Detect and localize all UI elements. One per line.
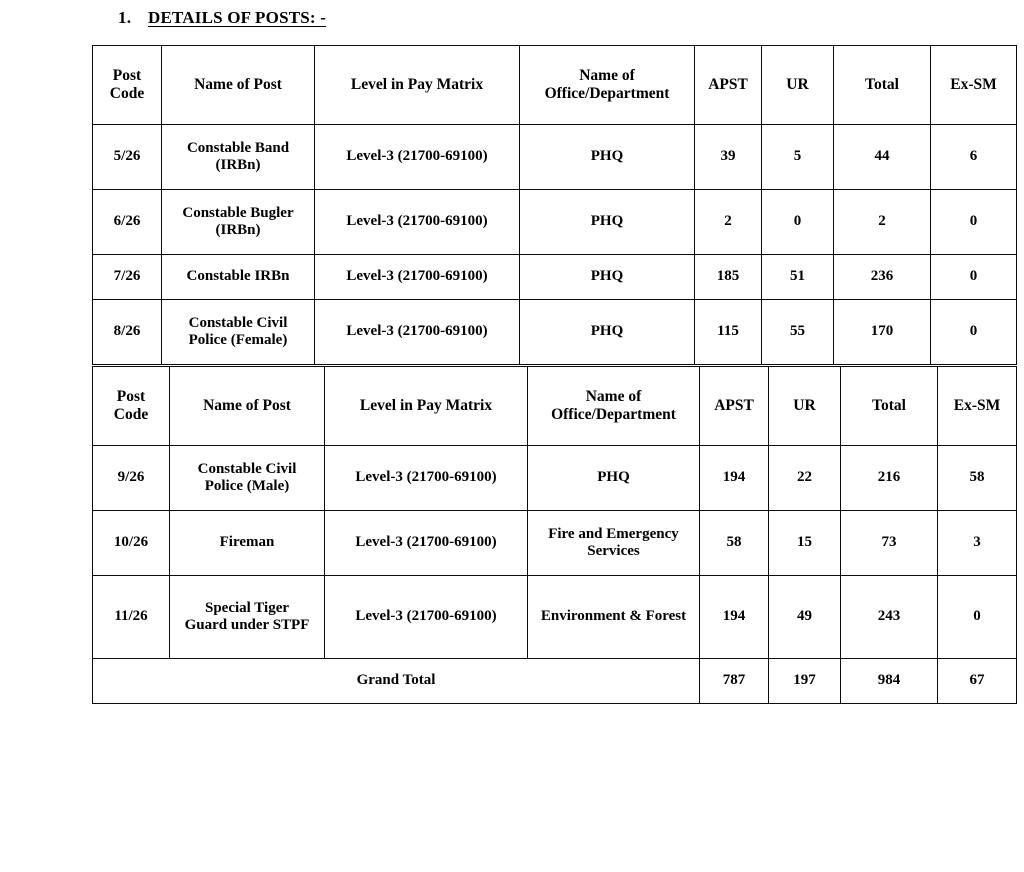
col-header-post-code-line1: Post [116, 388, 146, 406]
table-header-row [93, 46, 1017, 125]
table-header-row [93, 367, 1017, 446]
cell-office: PHQ [520, 255, 695, 300]
cell-name-line2: (IRBn) [215, 222, 261, 238]
cell-level: Level-3 (21700-69100) [325, 576, 528, 659]
cell-office-line2: Services [587, 543, 640, 559]
cell-post-code: 11/26 [93, 576, 170, 659]
table-row [93, 511, 1017, 576]
col-header-post-code [93, 46, 162, 125]
section-heading [118, 8, 326, 28]
cell-post-code: 6/26 [93, 190, 162, 255]
cell-exsm: 0 [931, 255, 1017, 300]
cell-total: 44 [834, 125, 931, 190]
cell-ur: 49 [769, 576, 841, 659]
cell-ur: 51 [762, 255, 834, 300]
cell-name-line1: Constable Bugler [182, 204, 294, 221]
cell-office: PHQ [520, 300, 695, 365]
cell-name-of-post [162, 190, 315, 255]
cell-post-code: 10/26 [93, 511, 170, 576]
cell-exsm: 3 [938, 511, 1017, 576]
cell-ur: 15 [769, 511, 841, 576]
cell-level: Level-3 (21700-69100) [315, 125, 520, 190]
cell-post-code: 7/26 [93, 255, 162, 300]
posts-table-two [92, 366, 1017, 704]
col-header-exsm: Ex-SM [938, 367, 1017, 446]
cell-name-of-post [162, 125, 315, 190]
cell-post-code: 5/26 [93, 125, 162, 190]
col-header-exsm: Ex-SM [931, 46, 1017, 125]
page-title: DETAILS OF POSTS: - [148, 8, 327, 27]
table-row [93, 576, 1017, 659]
cell-name-of-post: Fireman [170, 511, 325, 576]
cell-exsm: 58 [938, 446, 1017, 511]
cell-name-line1: Constable Civil [188, 314, 288, 331]
cell-level: Level-3 (21700-69100) [325, 511, 528, 576]
col-header-post-code-line1: Post [112, 67, 142, 85]
heading-number: 1. [118, 8, 132, 27]
cell-ur: 22 [769, 446, 841, 511]
cell-office: PHQ [528, 446, 700, 511]
cell-post-code: 9/26 [93, 446, 170, 511]
cell-total: 216 [841, 446, 938, 511]
col-header-office-department [520, 46, 695, 125]
col-header-office-line1: Name of [585, 388, 642, 406]
cell-level: Level-3 (21700-69100) [325, 446, 528, 511]
cell-office [528, 511, 700, 576]
col-header-office-department [528, 367, 700, 446]
cell-name-of-post [162, 300, 315, 365]
grand-total-row [93, 659, 1017, 704]
cell-post-code: 8/26 [93, 300, 162, 365]
cell-exsm: 6 [931, 125, 1017, 190]
cell-name-line1: Constable Civil [197, 460, 297, 477]
col-header-name-of-post: Name of Post [170, 367, 325, 446]
cell-apst: 194 [700, 446, 769, 511]
col-header-apst: APST [695, 46, 762, 125]
cell-name-line1: Special Tiger [204, 599, 290, 616]
table-row [93, 190, 1017, 255]
grand-total-exsm: 67 [938, 659, 1017, 704]
col-header-level-in-pay-matrix: Level in Pay Matrix [315, 46, 520, 125]
cell-level: Level-3 (21700-69100) [315, 190, 520, 255]
grand-total-apst: 787 [700, 659, 769, 704]
grand-total-label: Grand Total [93, 659, 700, 704]
cell-total: 73 [841, 511, 938, 576]
cell-apst: 58 [700, 511, 769, 576]
cell-name-line2: Police (Female) [188, 332, 288, 348]
cell-office-line1: Fire and Emergency [548, 525, 679, 542]
col-header-level-in-pay-matrix: Level in Pay Matrix [325, 367, 528, 446]
cell-name-of-post: Constable IRBn [162, 255, 315, 300]
table-row [93, 125, 1017, 190]
col-header-office-line2: Office/Department [544, 85, 670, 102]
cell-office: PHQ [520, 125, 695, 190]
table-row [93, 300, 1017, 365]
cell-exsm: 0 [931, 300, 1017, 365]
cell-level: Level-3 (21700-69100) [315, 300, 520, 365]
grand-total-ur: 197 [769, 659, 841, 704]
cell-ur: 5 [762, 125, 834, 190]
cell-name-line1: Constable Band [186, 139, 290, 156]
cell-apst: 115 [695, 300, 762, 365]
col-header-total: Total [841, 367, 938, 446]
cell-exsm: 0 [931, 190, 1017, 255]
table-row [93, 446, 1017, 511]
cell-name-of-post [170, 576, 325, 659]
col-header-name-of-post: Name of Post [162, 46, 315, 125]
col-header-office-line1: Name of [579, 67, 635, 85]
cell-apst: 2 [695, 190, 762, 255]
cell-office: Environment & Forest [528, 576, 700, 659]
cell-exsm: 0 [938, 576, 1017, 659]
cell-name-line2: Guard under STPF [184, 617, 310, 633]
col-header-total: Total [834, 46, 931, 125]
cell-name-of-post [170, 446, 325, 511]
cell-ur: 0 [762, 190, 834, 255]
col-header-post-code-line2: Code [113, 406, 149, 423]
cell-apst: 194 [700, 576, 769, 659]
col-header-office-line2: Office/Department [551, 406, 676, 423]
col-header-ur: UR [762, 46, 834, 125]
cell-office: PHQ [520, 190, 695, 255]
posts-table-one [92, 45, 1017, 365]
col-header-ur: UR [769, 367, 841, 446]
cell-total: 2 [834, 190, 931, 255]
cell-total: 170 [834, 300, 931, 365]
cell-level: Level-3 (21700-69100) [315, 255, 520, 300]
grand-total-total: 984 [841, 659, 938, 704]
cell-total: 243 [841, 576, 938, 659]
cell-name-line2: Police (Male) [204, 478, 290, 494]
col-header-post-code [93, 367, 170, 446]
cell-ur: 55 [762, 300, 834, 365]
cell-name-line2: (IRBn) [215, 157, 261, 173]
cell-apst: 39 [695, 125, 762, 190]
cell-total: 236 [834, 255, 931, 300]
cell-apst: 185 [695, 255, 762, 300]
col-header-apst: APST [700, 367, 769, 446]
col-header-post-code-line2: Code [109, 85, 145, 102]
table-row [93, 255, 1017, 300]
